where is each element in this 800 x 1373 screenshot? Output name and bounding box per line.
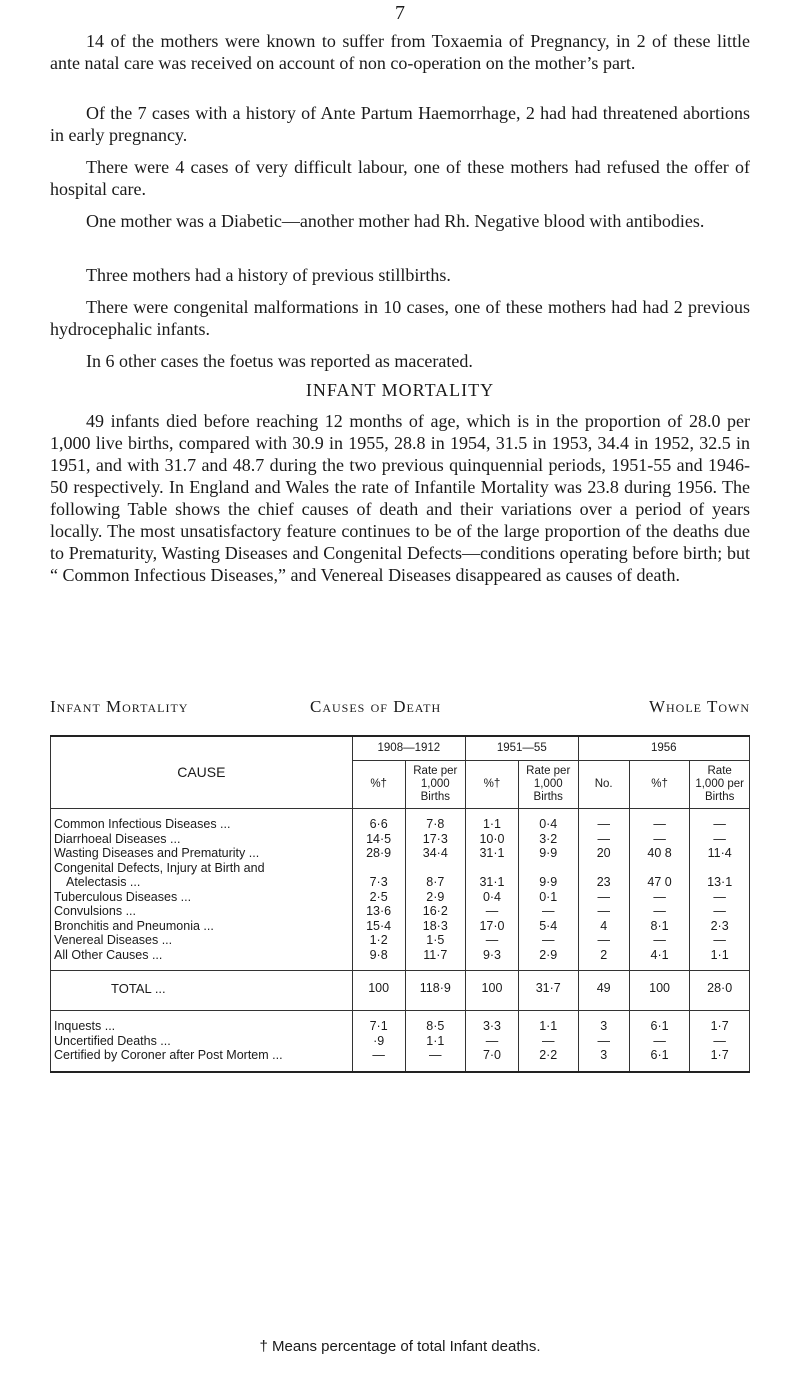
- section-heading: INFANT MORTALITY: [305, 380, 495, 400]
- caption-left: Infant Mortality: [50, 697, 189, 716]
- table-cell-value: —: [485, 904, 499, 918]
- table-cell-value: —: [713, 933, 726, 947]
- table-cell-value: 20: [596, 846, 611, 860]
- table-cell-value: —: [541, 1033, 555, 1048]
- value-list: [582, 817, 626, 962]
- table-cell-value: —: [429, 1048, 442, 1062]
- table-cell-value: 4·1: [650, 947, 669, 962]
- value-list: [409, 817, 462, 962]
- rate-header-1956: Rate 1,000 per Births: [690, 761, 750, 809]
- table-cell-value: 23: [596, 875, 611, 889]
- table-cell-value: —: [541, 904, 555, 918]
- table-cell-value: 9·9: [539, 846, 558, 860]
- table-cell-value: 0·1: [539, 889, 558, 904]
- caption-middle: Causes of Death: [310, 697, 442, 716]
- table-cell-value: 1·7: [710, 1048, 729, 1062]
- table-cell-value: —: [653, 933, 666, 947]
- value-list: [522, 1019, 575, 1063]
- pct-header-1956: %†: [629, 761, 689, 809]
- table-cell-value: 1·7: [710, 1019, 729, 1033]
- paragraph-diabetic: One mother was a Diabetic—another mother had Rh. Negative blood with antibodies.: [86, 211, 705, 231]
- table-cell-value: —: [597, 831, 610, 846]
- rate-header-1908: Rate per 1,000 Births: [405, 761, 465, 809]
- period-1951-header: 1951—55: [466, 736, 579, 761]
- table-cell-value: 8·5: [426, 1019, 445, 1033]
- paragraph-infant-mortality: 49 infants died before reaching 12 months of age, which is in the proportion of 28.0 per 1,000 live births, compared with 30.9 in 1955, 28.8 in 1954, 31.5 in 1953, 34.4 in 1952, 32.5 in 1951, and with 31.7 and 48.7 during the two previous quinquennial periods, 1951-55 and 1946-50 respectively. In England and Wales the rate of Infantile Mortality was 23.8 during 1956. The following Table shows the chief causes of death and their variations over a period of years locally. The most unsatisfactory feature continues to be of the large proportion of the deaths due to Prematurity, Wasting Diseases and Congenital Defects—conditions operating before birth; but “ Common Infectious Diseases,” and Venereal Diseases disappeared as causes of death.: [50, 411, 750, 585]
- table-cell-value: 7·8: [426, 817, 445, 831]
- total-label: TOTAL ...: [51, 971, 353, 1011]
- table-cell-value: —: [485, 933, 499, 947]
- total-value: 49: [578, 971, 629, 1011]
- cause-item: Diarrhoeal Diseases ...: [54, 831, 181, 846]
- table-cell-value: [693, 861, 746, 876]
- table-cell-value: —: [597, 933, 610, 947]
- total-value: 28·0: [690, 971, 750, 1011]
- table-cell-value: 3: [600, 1019, 608, 1033]
- table-cell-value: 0·4: [482, 889, 502, 904]
- table-cell-value: 11·4: [707, 846, 732, 860]
- paragraph-toxaemia: 14 of the mothers were known to suffer from Toxaemia of Pregnancy, in 2 of these little ante natal care was received on account of non co-operation on the mother’s part.: [50, 31, 750, 73]
- table-cell-value: 17·0: [479, 918, 505, 933]
- total-value: 100: [629, 971, 689, 1011]
- value-list: [693, 1019, 746, 1063]
- value-list: [582, 1019, 626, 1063]
- col-1908-rate: [405, 809, 465, 971]
- pct-header-1908: %†: [352, 761, 405, 809]
- cause-item: Atelectasis ...: [66, 875, 141, 889]
- col-1951-rate: [518, 809, 578, 971]
- paragraph-difficult-labour: There were 4 cases of very difficult labour, one of these mothers had refused the offer of hospital care.: [50, 157, 750, 199]
- table-cell-value: [522, 861, 575, 876]
- value-list: [633, 817, 686, 962]
- inq-1951-pct: [466, 1011, 519, 1072]
- table-cell-value: 8·7: [426, 875, 445, 889]
- table-cell-value: [409, 861, 462, 876]
- table-cell-value: 8·1: [650, 918, 669, 933]
- paragraph-macerated: In 6 other cases the foetus was reported as macerated.: [86, 351, 473, 371]
- no-header-1956: No.: [578, 761, 629, 809]
- mortality-table: [50, 735, 750, 1073]
- table-cell-value: 7·1: [369, 1019, 388, 1033]
- table-cell-value: —: [653, 1033, 666, 1048]
- table-cell-value: 2·9: [539, 947, 558, 962]
- table-cell-value: 0·4: [539, 817, 558, 831]
- table-cell-value: ·9: [373, 1033, 385, 1048]
- total-value: 31·7: [518, 971, 578, 1011]
- inquest-item: Inquests ...: [54, 1019, 116, 1033]
- table-cell-value: 2·5: [369, 889, 388, 904]
- col-1956-pct: [629, 809, 689, 971]
- table-cell-value: 9·9: [539, 875, 558, 889]
- inq-1951-rate: [518, 1011, 578, 1072]
- table-cell-value: 1·1: [539, 1019, 558, 1033]
- table-cell-value: [582, 861, 626, 876]
- table-cell-value: 31·1: [479, 875, 505, 889]
- table-cell-value: 3·2: [539, 831, 558, 846]
- cause-item: Congenital Defects, Injury at Birth and: [54, 860, 265, 875]
- cause-item: Convulsions ...: [54, 904, 136, 918]
- value-list: [633, 1019, 686, 1063]
- table-cell-value: 6·1: [650, 1048, 669, 1062]
- table-cell-value: 40 8: [647, 846, 672, 860]
- paragraph-haemorrhage: Of the 7 cases with a history of Ante Partum Haemorrhage, 2 had had threatened abortions in early pregnancy.: [50, 103, 750, 145]
- table-cell-value: 1·5: [426, 933, 445, 947]
- value-list: [522, 817, 575, 962]
- table-cell-value: —: [653, 904, 666, 918]
- table-cell-value: —: [597, 889, 610, 904]
- table-cell-value: 1·2: [369, 933, 388, 947]
- table-cell-value: 47 0: [647, 875, 672, 889]
- table-cell-value: —: [653, 831, 666, 846]
- table-cell-value: —: [713, 831, 726, 846]
- table-cell-value: 2·2: [539, 1048, 558, 1062]
- cause-item: All Other Causes ...: [54, 947, 163, 962]
- value-list: [409, 1019, 462, 1063]
- inquest-item: Certified by Coroner after Post Mortem ...: [54, 1048, 283, 1062]
- table-cell-value: [469, 861, 515, 876]
- table-cell-value: 14·5: [366, 831, 392, 846]
- table-cell-value: [633, 861, 686, 876]
- value-list: [356, 817, 402, 962]
- table-cell-value: —: [597, 904, 610, 918]
- table-cell-value: —: [653, 889, 666, 904]
- table-cell-value: —: [713, 1033, 726, 1048]
- table-cell-value: 15·4: [366, 918, 392, 933]
- col-1951-pct: [466, 809, 519, 971]
- table-cell-value: 16·2: [422, 904, 448, 918]
- table-cell-value: —: [597, 817, 610, 831]
- table-cell-value: 18·3: [422, 918, 448, 933]
- cause-item: Tuberculous Diseases ...: [54, 889, 192, 904]
- inq-1956-rate: [690, 1011, 750, 1072]
- table-cell-value: —: [372, 1048, 385, 1062]
- rate-header-1951: Rate per 1,000 Births: [518, 761, 578, 809]
- value-list: [469, 1019, 515, 1063]
- table-cell-value: [356, 861, 402, 876]
- table-cell-value: 5·4: [539, 918, 558, 933]
- causes-cell: [51, 809, 353, 971]
- inq-1908-rate: [405, 1011, 465, 1072]
- table-cell-value: 2·9: [426, 889, 445, 904]
- value-list: [469, 817, 515, 962]
- value-list: [356, 1019, 402, 1063]
- table-cell-value: 7·3: [369, 875, 388, 889]
- cause-header: CAUSE: [51, 736, 353, 809]
- table-cell-value: —: [653, 817, 666, 831]
- table-cell-value: 11·7: [423, 947, 448, 962]
- table-cell-value: 6·1: [650, 1019, 669, 1033]
- total-value: 100: [466, 971, 519, 1011]
- cause-item: Bronchitis and Pneumonia ...: [54, 918, 214, 933]
- cause-item: Wasting Diseases and Prematurity ...: [54, 846, 260, 860]
- inquest-item: Uncertified Deaths ...: [54, 1033, 171, 1048]
- table-cell-value: 6·6: [369, 817, 388, 831]
- table-cell-value: 10·0: [479, 831, 505, 846]
- table-cell-value: 31·1: [479, 846, 505, 860]
- col-1956-no: [578, 809, 629, 971]
- table-cell-value: 9·3: [482, 947, 502, 962]
- inq-1908-pct: [352, 1011, 405, 1072]
- table-cell-value: 1·1: [482, 817, 502, 831]
- table-cell-value: —: [597, 1033, 610, 1048]
- table-cell-value: 4: [600, 918, 608, 933]
- page-number: 7: [395, 2, 405, 24]
- col-1956-rate: [690, 809, 750, 971]
- table-cell-value: 1·1: [426, 1033, 445, 1048]
- table-cell-value: 13·1: [707, 875, 733, 889]
- table-cell-value: 28·9: [366, 846, 392, 860]
- paragraph-malformations: There were congenital malformations in 10 cases, one of these mothers had had 2 previous hydrocephalic infants.: [50, 297, 750, 339]
- table-cell-value: —: [485, 1033, 499, 1048]
- col-1908-pct: [352, 809, 405, 971]
- period-1956-header: 1956: [578, 736, 749, 761]
- table-cell-value: 2: [600, 947, 608, 962]
- table-cell-value: 9·8: [369, 947, 388, 962]
- table-cell-value: 7·0: [482, 1048, 502, 1062]
- total-value: 118·9: [405, 971, 465, 1011]
- table-cell-value: —: [713, 904, 726, 918]
- table-cell-value: —: [541, 933, 555, 947]
- table-cell-value: 3·3: [482, 1019, 502, 1033]
- paragraph-stillbirths: Three mothers had a history of previous stillbirths.: [86, 265, 451, 285]
- table-cell-value: 17·3: [422, 831, 448, 846]
- total-value: 100: [352, 971, 405, 1011]
- table-cell-value: 34·4: [422, 846, 448, 860]
- footnote: † Means percentage of total Infant deaths.: [259, 1338, 541, 1355]
- table-cell-value: —: [713, 817, 726, 831]
- table-cell-value: —: [713, 889, 726, 904]
- table-cell-value: 13·6: [366, 904, 392, 918]
- table-cell-value: 1·1: [710, 947, 729, 962]
- cause-item: Common Infectious Diseases ...: [54, 817, 231, 831]
- cause-item: Venereal Diseases ...: [54, 933, 173, 947]
- caption-right: Whole Town: [648, 697, 750, 716]
- table-cell-value: 3: [600, 1048, 608, 1062]
- inq-1956-no: [578, 1011, 629, 1072]
- inquests-cell: [51, 1011, 353, 1072]
- pct-header-1951: %†: [466, 761, 519, 809]
- period-1908-header: 1908—1912: [352, 736, 465, 761]
- inq-1956-pct: [629, 1011, 689, 1072]
- table-cell-value: 2·3: [710, 918, 729, 933]
- value-list: [693, 817, 746, 962]
